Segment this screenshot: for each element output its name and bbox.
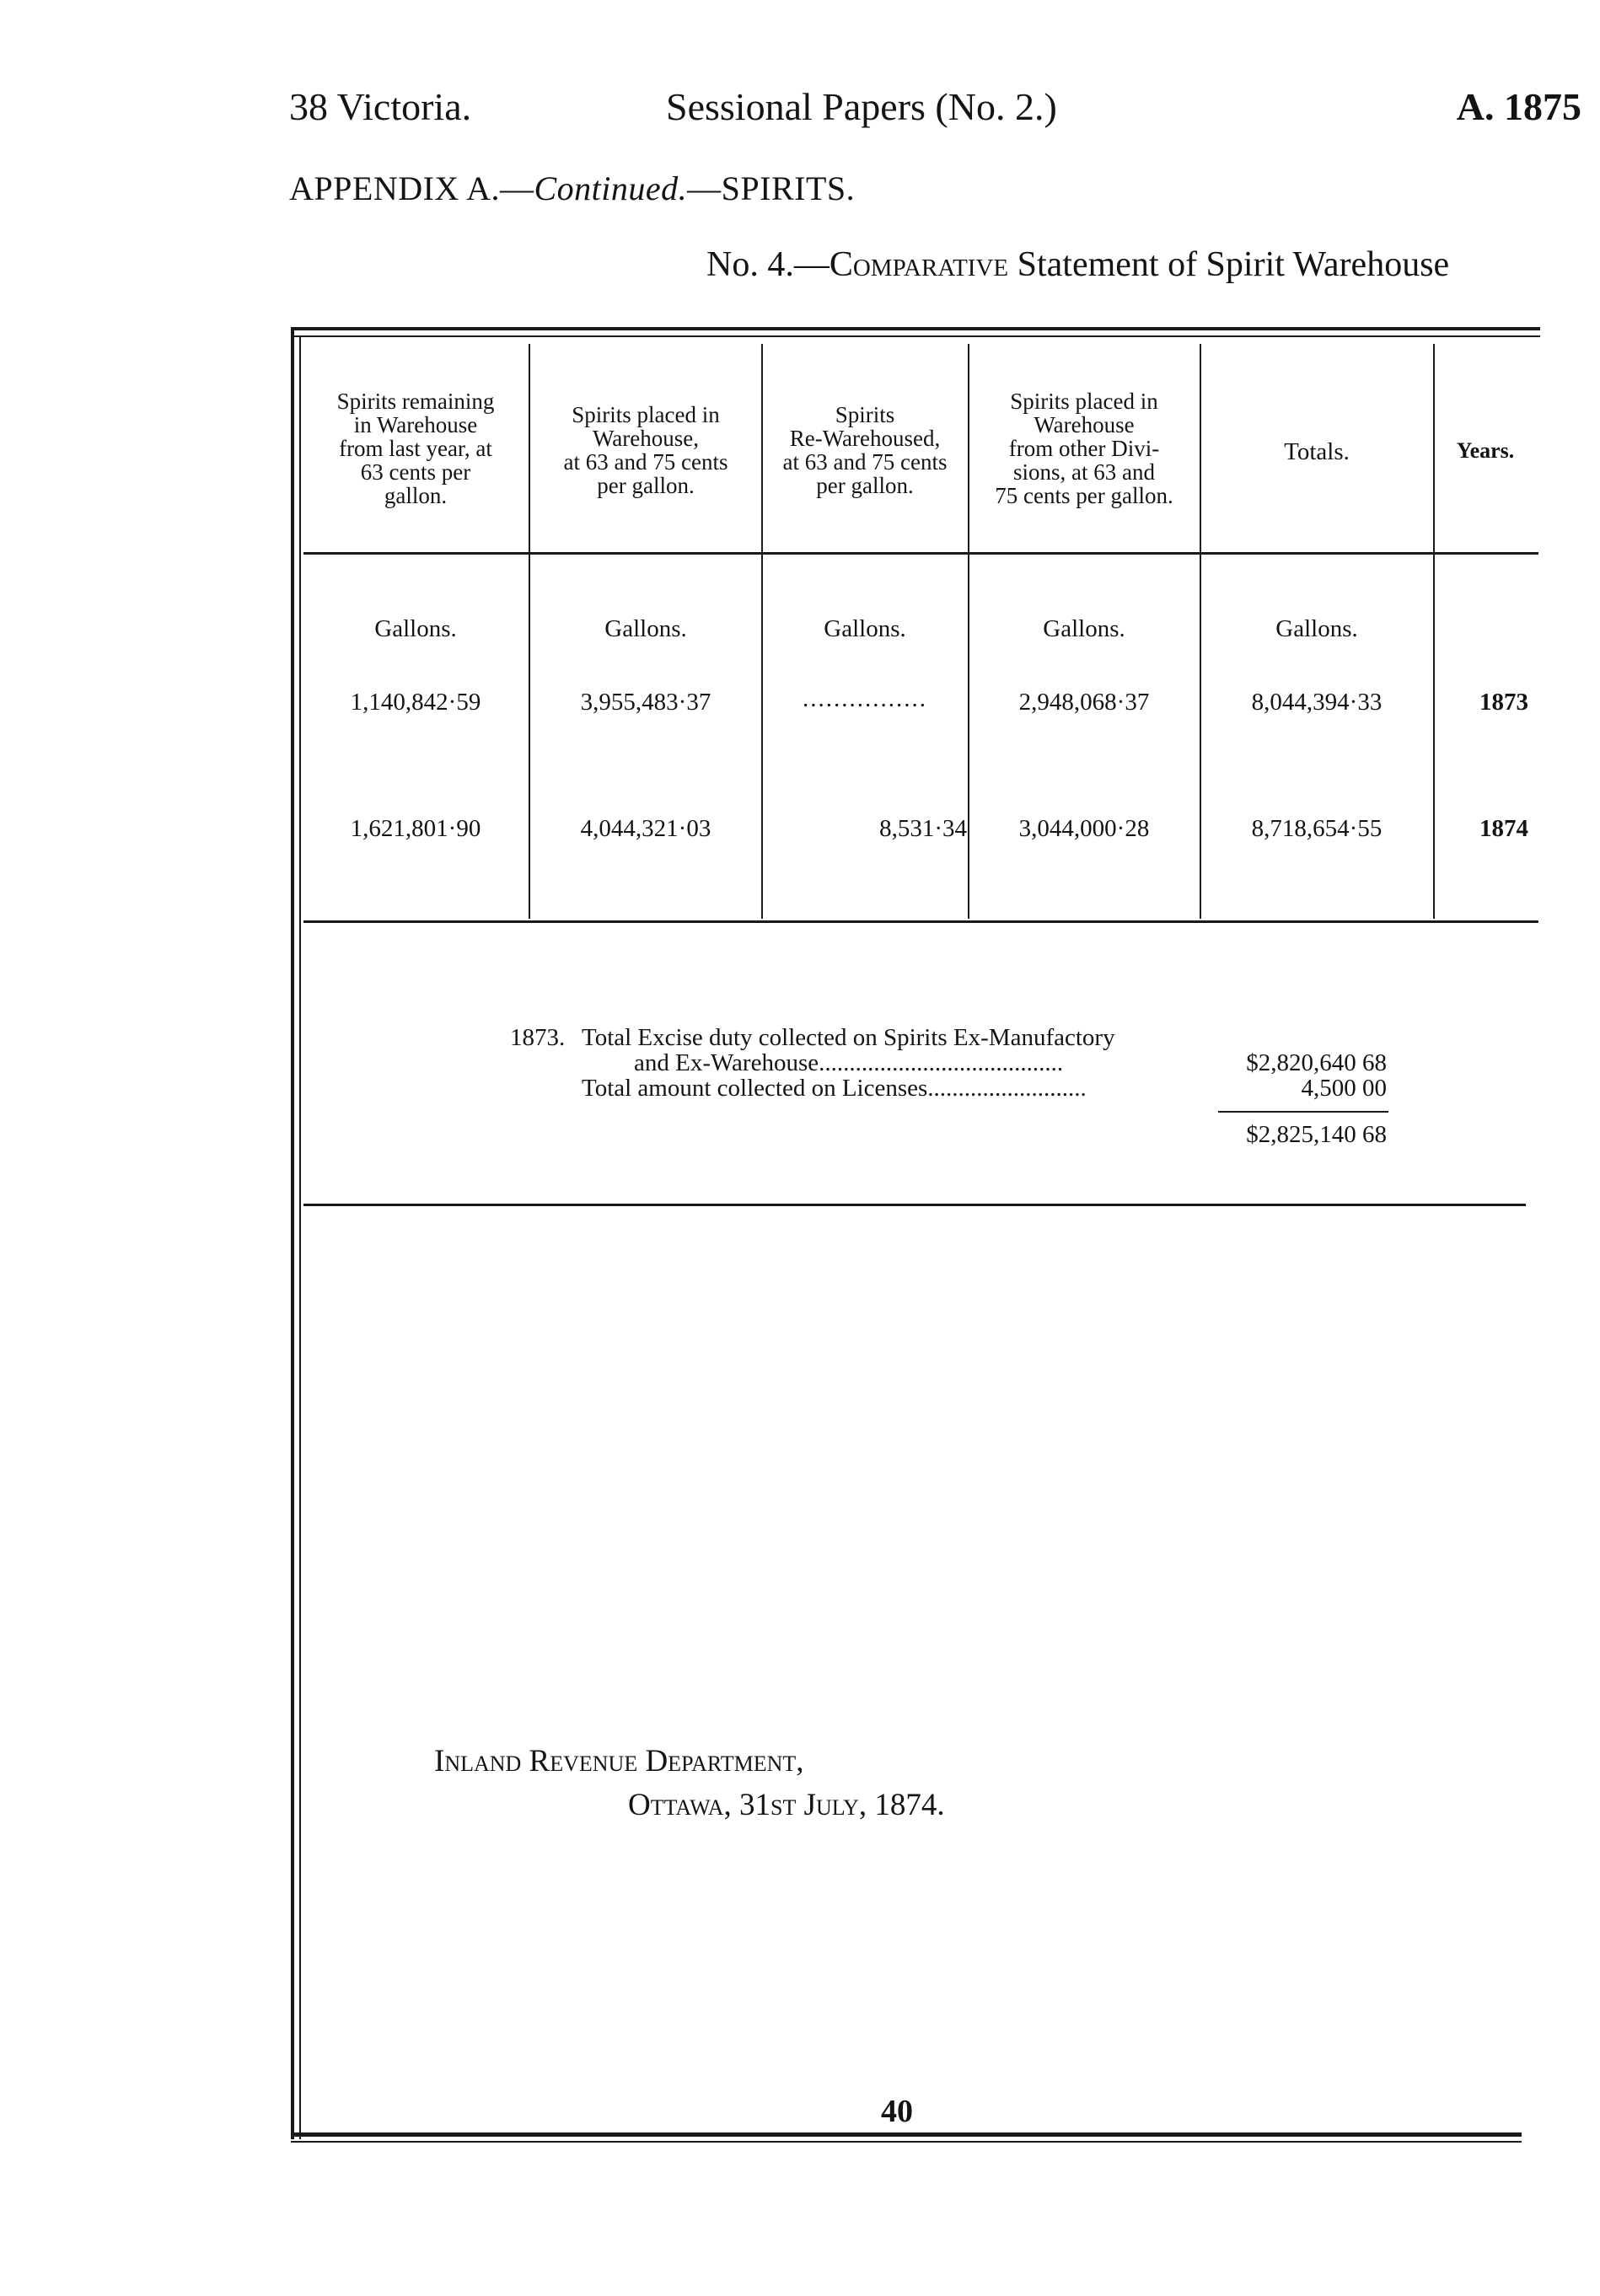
column-header-totals: Totals.	[1284, 438, 1350, 465]
column-header-line: gallon.	[384, 483, 448, 508]
column-header-line: 63 cents per	[360, 459, 471, 485]
column-header-other-divisions	[969, 389, 1199, 507]
summary-bottom-rule	[303, 1204, 1526, 1206]
frame-left-rule-thin	[299, 335, 301, 2139]
summary-amount-licenses: 4,500 00	[1301, 1075, 1387, 1102]
running-header-center: Sessional Papers (No. 2.)	[666, 85, 1057, 128]
column-header-line: sions, at 63 and	[1013, 459, 1155, 485]
column-header-line: in Warehouse	[353, 412, 478, 437]
column-header-line: at 63 and 75 cents	[563, 449, 728, 475]
appendix-prefix: APPENDIX A.—	[289, 169, 534, 207]
statement-small-caps: Comparative	[829, 245, 1009, 284]
footer-department: Inland Revenue Department,	[434, 1744, 804, 1778]
unit-label: Gallons.	[604, 615, 687, 642]
column-header-line: Spirits	[835, 402, 895, 427]
unit-label: Gallons.	[1043, 615, 1125, 642]
unit-label: Gallons.	[1275, 615, 1358, 642]
column-header-line: Spirits placed in	[1010, 389, 1158, 414]
running-header-right: A. 1875	[1456, 85, 1581, 128]
column-divider	[1433, 344, 1435, 919]
cell-placed-1873: 3,955,483·37	[580, 689, 711, 716]
page-number: 40	[881, 2094, 913, 2129]
running-header-left: 38 Victoria.	[289, 85, 472, 128]
cell-year-1873: 1873	[1479, 689, 1528, 716]
appendix-heading	[289, 169, 855, 208]
cell-year-1874: 1874	[1479, 815, 1528, 842]
statement-rest: Statement of Spirit Warehouse	[1017, 245, 1450, 284]
cell-total-1873: 8,044,394·33	[1251, 689, 1383, 716]
column-header-line: Spirits remaining	[336, 389, 495, 414]
footer-place-date-text: Ottawa, 31st July, 1874.	[628, 1788, 945, 1822]
cell-rewarehoused-1874: 8,531·34	[879, 815, 967, 842]
header-underline	[303, 552, 1538, 555]
table-bottom-rule	[303, 920, 1538, 923]
column-header-remaining	[305, 389, 526, 507]
cell-placed-1874: 4,044,321·03	[580, 815, 711, 842]
statement-title	[706, 244, 1449, 285]
summary-year: 1873.	[510, 1024, 566, 1051]
appendix-continued: Continued.	[534, 169, 688, 207]
summary-line-licenses: Total amount collected on Licenses..........................	[582, 1075, 1087, 1102]
column-header-line: Warehouse,	[592, 426, 700, 451]
summary-grand-total: $2,825,140 68	[1246, 1121, 1387, 1148]
cell-remaining-1873: 1,140,842·59	[350, 689, 481, 716]
column-header-line: Spirits placed in	[572, 402, 720, 427]
column-header-line: Warehouse	[1034, 412, 1135, 437]
frame-top-rule	[291, 327, 1540, 330]
column-header-rewarehoused	[763, 403, 967, 497]
column-header-line: per gallon.	[816, 473, 914, 498]
cell-other-divisions-1873: 2,948,068·37	[1018, 689, 1150, 716]
column-divider	[529, 344, 530, 919]
column-header-line: per gallon.	[597, 473, 695, 498]
cell-remaining-1874: 1,621,801·90	[350, 815, 481, 842]
appendix-suffix: —SPIRITS.	[687, 169, 856, 207]
frame-left-rule	[291, 327, 294, 2139]
column-header-placed	[533, 403, 759, 497]
frame-top-rule-thin	[291, 335, 1540, 337]
cell-rewarehoused-1873: ................	[803, 685, 927, 712]
column-header-years: Years.	[1456, 438, 1515, 463]
frame-bottom-rule	[291, 2132, 1522, 2137]
statement-number: No. 4.—	[706, 245, 830, 284]
unit-label: Gallons.	[824, 615, 906, 642]
column-header-line: at 63 and 75 cents	[782, 449, 948, 475]
column-header-line: Re-Warehoused,	[789, 426, 941, 451]
column-header-line: from last year, at	[339, 436, 492, 461]
summary-amount-excise: $2,820,640 68	[1246, 1049, 1387, 1076]
column-header-line: 75 cents per gallon.	[995, 483, 1173, 508]
column-header-line: from other Divi-	[1008, 436, 1160, 461]
unit-label: Gallons.	[374, 615, 457, 642]
frame-bottom-rule-thin	[291, 2141, 1522, 2143]
cell-total-1874: 8,718,654·55	[1251, 815, 1383, 842]
summary-line-excise: Total Excise duty collected on Spirits Ex-Manufactory	[582, 1024, 1115, 1051]
cell-other-divisions-1874: 3,044,000·28	[1018, 815, 1150, 842]
summary-sum-rule	[1218, 1111, 1388, 1113]
summary-line-warehouse: and Ex-Warehouse........................................	[634, 1049, 1064, 1076]
footer-place-date	[628, 1787, 945, 1823]
